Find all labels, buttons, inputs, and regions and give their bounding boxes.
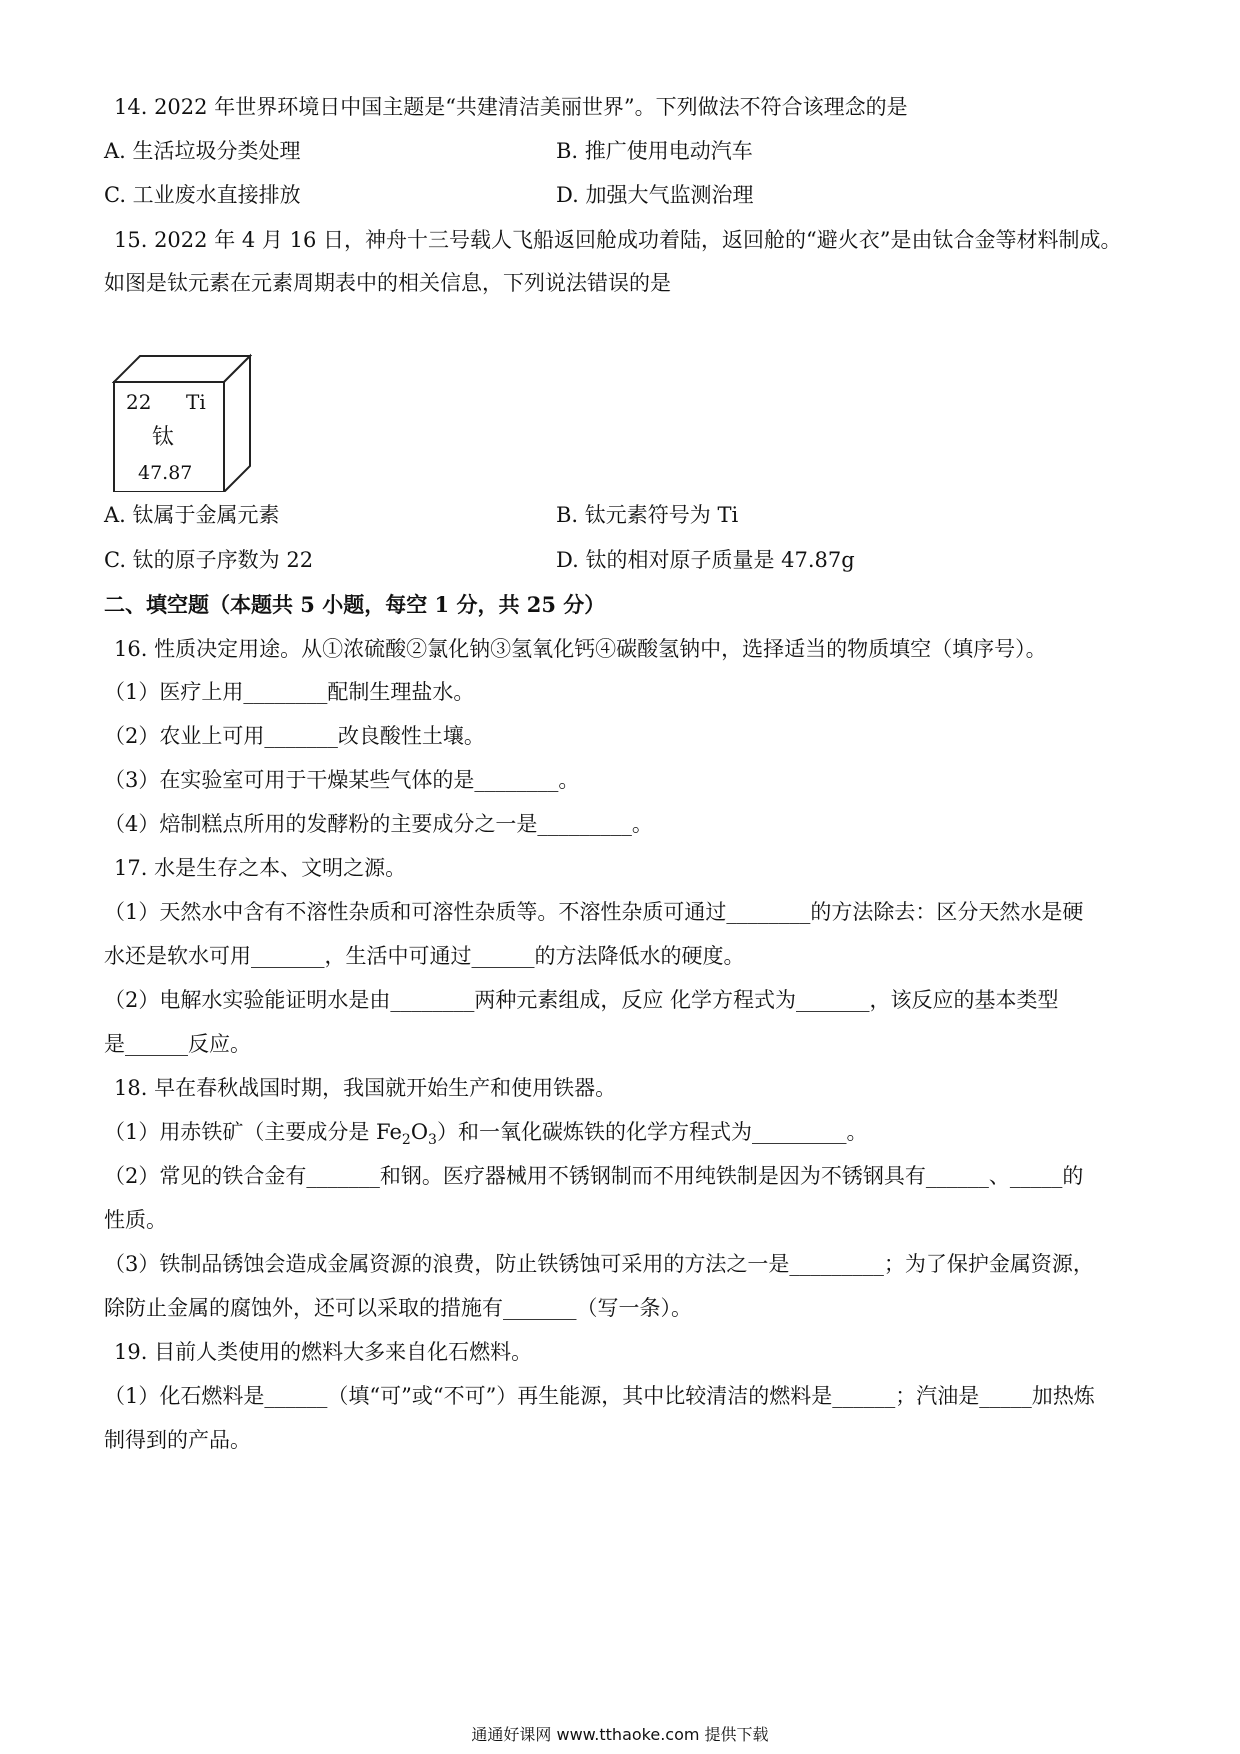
q17-part-2-line2: 是______反应。 bbox=[104, 1032, 251, 1056]
q14-stem: 14. 2022 年世界环境日中国主题是“共建清洁美丽世界”。下列做法不符合该理念的是 bbox=[114, 95, 908, 119]
q15-option-c: C. 钛的原子序数为 22 bbox=[104, 548, 314, 572]
q15-stem-line1: 15. 2022 年 4 月 16 日，神舟十三号载人飞船返回舱成功着陆，返回舱的“避火衣”是由钛合金等材料制成。 bbox=[114, 228, 1122, 252]
q19-part-1-line1: （1）化石燃料是______（填“可”或“不可”）再生能源，其中比较清洁的燃料是______；汽油是_____加热炼 bbox=[104, 1384, 1095, 1408]
q18-part-3-line2: 除防止金属的腐蚀外，还可以采取的措施有_______（写一条）。 bbox=[104, 1296, 692, 1320]
q18-part-2-line1: （2）常见的铁合金有_______和钢。医疗器械用不锈钢制而不用纯铁制是因为不锈钢具有______、_____的 bbox=[104, 1164, 1084, 1188]
q15-option-d: D. 钛的相对原子质量是 47.87g bbox=[556, 548, 855, 572]
q19-stem: 19. 目前人类使用的燃料大多来自化石燃料。 bbox=[114, 1340, 533, 1364]
titanium-element-cell bbox=[112, 352, 252, 492]
q17-part-1-line1: （1）天然水中含有不溶性杂质和可溶性杂质等。不溶性杂质可通过________的方法除去：区分天然水是硬 bbox=[104, 900, 1084, 924]
q16-part-4: （4）焙制糕点所用的发酵粉的主要成分之一是_________。 bbox=[104, 812, 653, 836]
section-heading: 二、填空题（本题共 5 小题，每空 1 分，共 25 分） bbox=[104, 592, 606, 617]
q15-stem-line2: 如图是钛元素在元素周期表中的相关信息，下列说法错误的是 bbox=[104, 271, 671, 295]
q16-part-3: （3）在实验室可用于干燥某些气体的是________。 bbox=[104, 768, 580, 792]
q14-option-c: C. 工业废水直接排放 bbox=[104, 183, 301, 207]
page-footer: 通通好课网 www.tthaoke.com 提供下载 bbox=[471, 1725, 769, 1744]
q18-part-1: （1）用赤铁矿（主要成分是 $Fe_2O_3$）和一氧化碳炼铁的化学方程式为_________。 bbox=[104, 1120, 868, 1149]
element-name: 钛 bbox=[152, 425, 175, 450]
q17-part-1-line2: 水还是软水可用_______，生活中可通过______的方法降低水的硬度。 bbox=[104, 944, 745, 968]
q14-option-b: B. 推广使用电动汽车 bbox=[556, 139, 753, 163]
q16-stem: 16. 性质决定用途。从①浓硫酸②氯化钠③氢氧化钙④碳酸氢钠中，选择适当的物质填空（填序号）。 bbox=[114, 637, 1047, 661]
q18-part-2-line2: 性质。 bbox=[104, 1208, 167, 1232]
q16-part-2: （2）农业上可用_______改良酸性土壤。 bbox=[104, 724, 485, 748]
atomic-number: 22 bbox=[126, 390, 152, 414]
q17-part-2-line1: （2）电解水实验能证明水是由________两种元素组成，反应 化学方程式为_______，该反应的基本类型 bbox=[104, 988, 1059, 1012]
q18-part-3-line1: （3）铁制品锈蚀会造成金属资源的浪费，防止铁锈蚀可采用的方法之一是_________；为了保护金属资源， bbox=[104, 1252, 1094, 1276]
q15-option-b: B. 钛元素符号为 Ti bbox=[556, 503, 739, 527]
element-symbol: Ti bbox=[186, 390, 206, 414]
q14-option-d: D. 加强大气监测治理 bbox=[556, 183, 754, 207]
q19-part-1-line2: 制得到的产品。 bbox=[104, 1428, 251, 1452]
q15-option-a: A. 钛属于金属元素 bbox=[104, 503, 280, 527]
q17-stem: 17. 水是生存之本、文明之源。 bbox=[114, 856, 407, 880]
atomic-mass: 47.87 bbox=[138, 462, 193, 484]
q18-stem: 18. 早在春秋战国时期，我国就开始生产和使用铁器。 bbox=[114, 1076, 617, 1100]
q16-part-1: （1）医疗上用________配制生理盐水。 bbox=[104, 680, 475, 704]
q14-option-a: A. 生活垃圾分类处理 bbox=[104, 139, 301, 163]
